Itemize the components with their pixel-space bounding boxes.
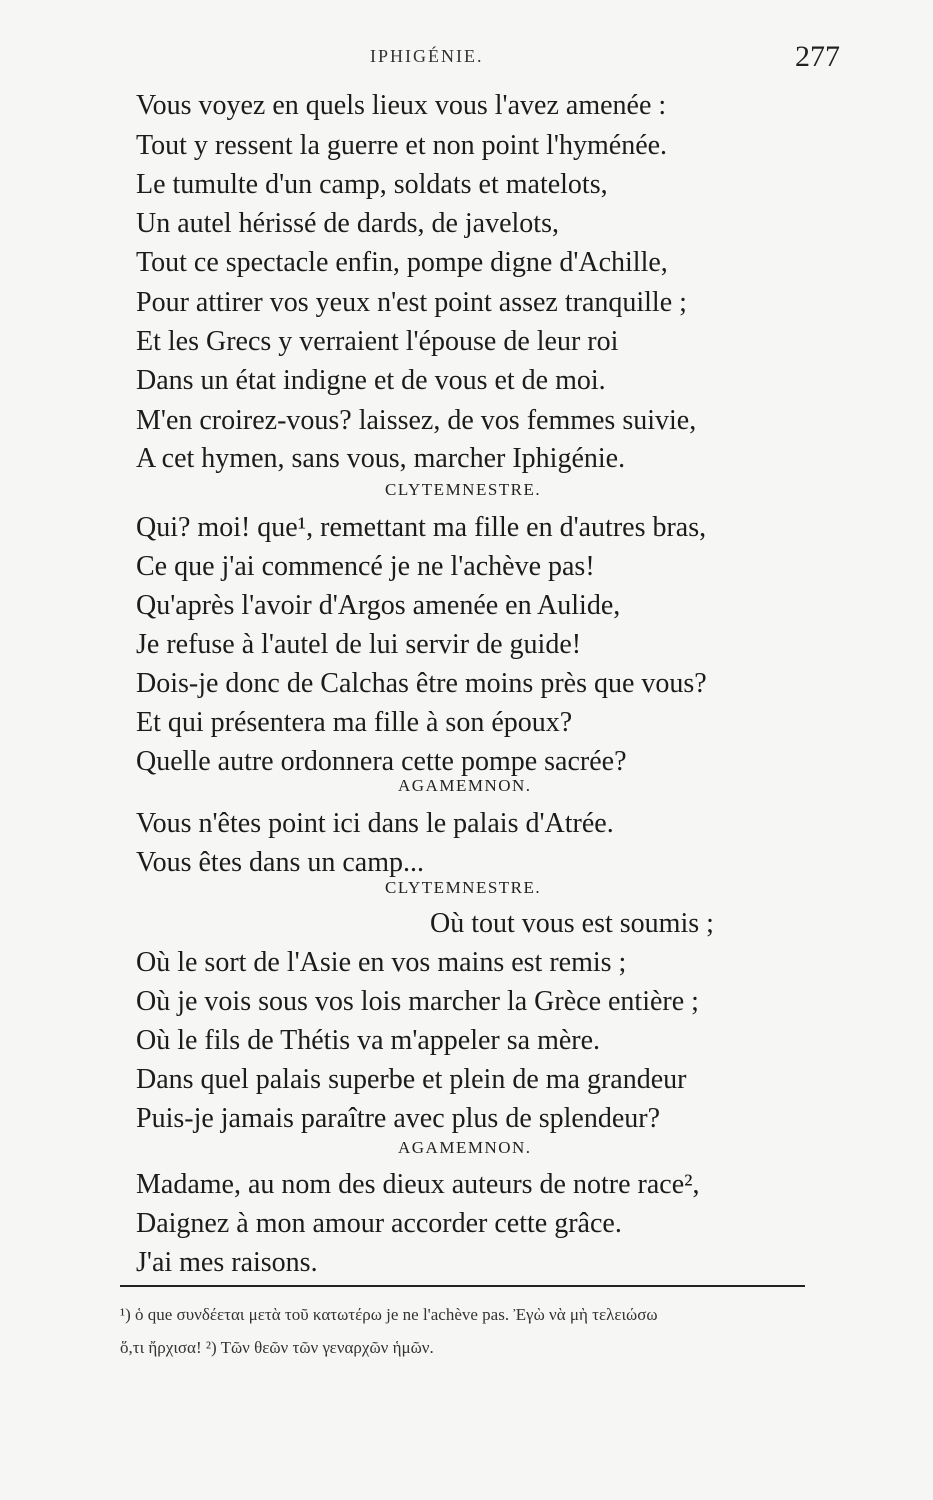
verse-line: J'ai mes raisons. bbox=[136, 1247, 318, 1278]
verse-line: Le tumulte d'un camp, soldats et matelots, bbox=[136, 169, 608, 200]
verse-line: Où je vois sous vos lois marcher la Grèce entière ; bbox=[136, 986, 699, 1017]
speaker-name: CLYTEMNESTRE. bbox=[385, 878, 542, 897]
verse-line: Et qui présentera ma fille à son époux? bbox=[136, 707, 573, 738]
verse-line: Qu'après l'avoir d'Argos amenée en Aulide, bbox=[136, 590, 621, 621]
verse-line: Dans quel palais superbe et plein de ma grandeur bbox=[136, 1064, 687, 1095]
verse-line: Vous êtes dans un camp... bbox=[136, 847, 424, 878]
verse-line: Vous n'êtes point ici dans le palais d'Atrée. bbox=[136, 808, 614, 839]
verse-line: A cet hymen, sans vous, marcher Iphigénie. bbox=[136, 443, 626, 474]
verse-line: Ce que j'ai commencé je ne l'achève pas! bbox=[136, 551, 595, 582]
verse-line: M'en croirez-vous? laissez, de vos femmes suivie, bbox=[136, 405, 697, 436]
footnote-rule bbox=[120, 1285, 805, 1287]
speaker-name: CLYTEMNESTRE. bbox=[385, 480, 542, 499]
verse-line: Quelle autre ordonnera cette pompe sacrée? bbox=[136, 746, 627, 777]
verse-line: Qui? moi! que¹, remettant ma fille en d'autres bras, bbox=[136, 512, 707, 543]
verse-line: Où tout vous est soumis ; bbox=[430, 908, 714, 939]
verse-line: Madame, au nom des dieux auteurs de notre race², bbox=[136, 1169, 700, 1200]
page-number: 277 bbox=[795, 40, 840, 73]
verse-line: Pour attirer vos yeux n'est point assez tranquille ; bbox=[136, 287, 687, 318]
verse-line: Daignez à mon amour accorder cette grâce. bbox=[136, 1208, 622, 1239]
speaker-name: AGAMEMNON. bbox=[398, 1138, 532, 1157]
verse-line: Puis-je jamais paraître avec plus de splendeur? bbox=[136, 1103, 661, 1134]
verse-line: Tout ce spectacle enfin, pompe digne d'Achille, bbox=[136, 247, 668, 278]
verse-line: Dois-je donc de Calchas être moins près que vous? bbox=[136, 668, 707, 699]
verse-line: Où le sort de l'Asie en vos mains est remis ; bbox=[136, 947, 627, 978]
running-title: IPHIGÉNIE. bbox=[370, 46, 484, 66]
verse-line: Un autel hérissé de dards, de javelots, bbox=[136, 208, 559, 239]
verse-line: Où le fils de Thétis va m'appeler sa mère. bbox=[136, 1025, 601, 1056]
verse-line: Tout y ressent la guerre et non point l'hyménée. bbox=[136, 130, 668, 161]
speaker-name: AGAMEMNON. bbox=[398, 776, 532, 795]
footnote-line: ¹) ὁ que συνδέεται μετὰ τοῦ κατωτέρω je ne l'achève pas. Ἐγὼ νὰ μὴ τελειώσω bbox=[120, 1305, 658, 1324]
verse-line: Je refuse à l'autel de lui servir de guide! bbox=[136, 629, 582, 660]
verse-line: Et les Grecs y verraient l'épouse de leur roi bbox=[136, 326, 619, 357]
verse-line: Vous voyez en quels lieux vous l'avez amenée : bbox=[136, 90, 667, 121]
footnote-line: ὅ,τι ἤρχισα! ²) Τῶν θεῶν τῶν γεναρχῶν ἡμῶν. bbox=[120, 1338, 434, 1357]
verse-line: Dans un état indigne et de vous et de moi. bbox=[136, 365, 606, 396]
